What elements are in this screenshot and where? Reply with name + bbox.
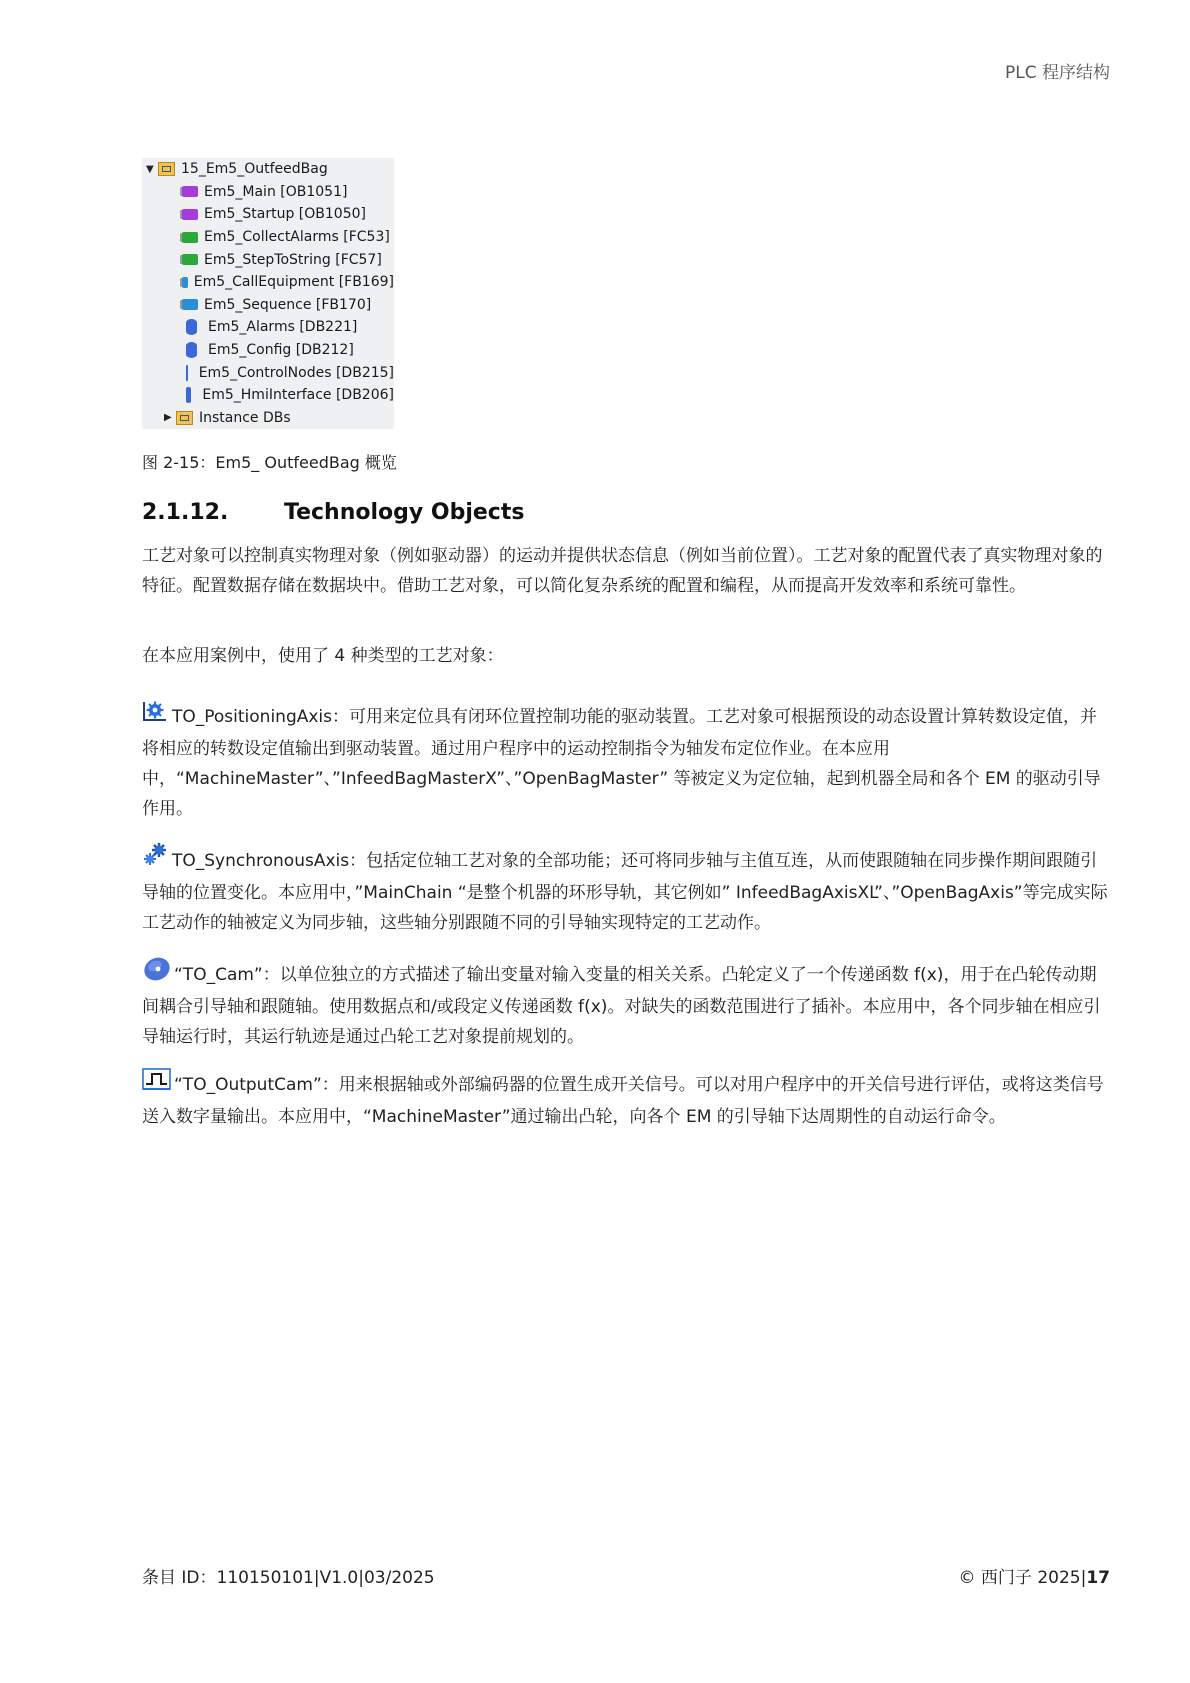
data-block-icon — [186, 319, 197, 335]
footer-entry-id: 条目 ID：110150101|V1.0|03/2025 — [142, 1568, 435, 1588]
page-number: 17 — [1086, 1568, 1110, 1588]
positioning-axis-paragraph — [142, 700, 1108, 824]
data-block-icon — [186, 365, 188, 381]
synchronous-axis-paragraph — [142, 842, 1108, 938]
synchronous-axis-icon — [142, 842, 170, 878]
output-cam-paragraph — [142, 1068, 1108, 1132]
tree-item[interactable] — [142, 271, 394, 294]
project-tree — [142, 158, 394, 429]
folder-icon — [158, 162, 175, 176]
tree-item[interactable] — [142, 384, 394, 407]
tree-item-label: Em5_Main [OB1051] — [204, 183, 348, 200]
tree-item-label: Em5_StepToString [FC57] — [204, 251, 382, 268]
fc-block-icon — [182, 254, 198, 265]
tree-item-label: Em5_CallEquipment [FB169] — [193, 274, 394, 291]
expanded-arrow-icon[interactable]: ▼ — [146, 163, 154, 175]
tree-subfolder[interactable] — [142, 407, 394, 430]
figure-caption: 图 2-15：Em5_ OutfeedBag 概览 — [142, 453, 397, 472]
ob-block-icon — [182, 209, 198, 220]
footer-copyright — [959, 1563, 1110, 1588]
tree-item-label: Em5_ControlNodes [DB215] — [198, 364, 394, 381]
tree-item-label: Em5_CollectAlarms [FC53] — [204, 229, 390, 246]
tree-root-label: 15_Em5_OutfeedBag — [181, 161, 328, 178]
positioning-axis-text: TO_PositioningAxis：可用来定位具有闭环位置控制功能的驱动装置。工艺对象可根据预设的动态设置计算转数设定值，并将相应的转数设定值输出到驱动装置。通过用户程序中的运动控制指令为轴发布定位作业。在本应用中，“MachineMaster”、”InfeedBagMasterX”、”OpenBagMaster” 等被定义为定位轴，起到机器全局和各个 EM 的驱动引导作用。 — [142, 707, 1101, 819]
fb-block-icon — [182, 299, 198, 310]
cam-text: “TO_Cam”：以单位独立的方式描述了输出变量对输入变量的相关关系。凸轮定义了一个传递函数 f(x)，用于在凸轮传动期间耦合引导轴和跟随轴。使用数据点和/或段定义传递函数 f(x)。对缺失的函数范围进行了插补。本应用中，各个同步轴在相应引导轴运行时，其运行轨迹是通过凸轮工艺对象提前规划的。 — [142, 965, 1101, 1047]
tree-item[interactable] — [142, 294, 394, 317]
tree-item[interactable] — [142, 181, 394, 204]
tree-root[interactable] — [142, 158, 394, 181]
folder-icon — [176, 411, 193, 425]
tree-item[interactable] — [142, 316, 394, 339]
output-cam-text: “TO_OutputCam”：用来根据轴或外部编码器的位置生成开关信号。可以对用户程序中的开关信号进行评估，或将这类信号送入数字量输出。本应用中，“MachineMaster”通过输出凸轮，向各个 EM 的引导轴下达周期性的自动运行命令。 — [142, 1075, 1104, 1127]
tree-item[interactable] — [142, 361, 394, 384]
fc-block-icon — [182, 232, 198, 243]
data-block-icon — [186, 387, 191, 403]
cam-paragraph — [142, 956, 1108, 1052]
page-header: PLC 程序结构 — [1005, 63, 1110, 83]
tree-item-label: Em5_HmiInterface [DB206] — [202, 387, 394, 404]
section-title: Technology Objects — [284, 500, 525, 525]
tree-item[interactable] — [142, 339, 394, 362]
footer-copyright-text: © 西门子 2025| — [958, 1568, 1087, 1588]
ob-block-icon — [182, 186, 198, 197]
types-paragraph: 在本应用案例中，使用了 4 种类型的工艺对象： — [142, 646, 504, 666]
section-heading — [142, 500, 524, 525]
intro-paragraph: 工艺对象可以控制真实物理对象（例如驱动器）的运动并提供状态信息（例如当前位置）。工艺对象的配置代表了真实物理对象的特征。配置数据存储在数据块中。借助工艺对象，可以简化复杂系统的配置和编程，从而提高开发效率和系统可靠性。 — [142, 546, 1103, 596]
collapsed-arrow-icon[interactable]: ▶ — [164, 412, 172, 424]
output-cam-icon — [142, 1068, 172, 1102]
fb-block-icon — [182, 277, 188, 288]
tree-item-label: Em5_Config [DB212] — [208, 342, 354, 359]
tree-item[interactable] — [142, 248, 394, 271]
tree-item-label: Em5_Alarms [DB221] — [208, 319, 358, 336]
tree-item[interactable] — [142, 203, 394, 226]
cam-icon — [142, 956, 172, 992]
positioning-axis-icon — [142, 700, 170, 734]
tree-item-label: Em5_Sequence [FB170] — [204, 296, 372, 313]
tree-item-label: Em5_Startup [OB1050] — [204, 206, 366, 223]
data-block-icon — [186, 342, 197, 358]
tree-subfolder-label: Instance DBs — [199, 409, 291, 426]
synchronous-axis-text: TO_SynchronousAxis：包括定位轴工艺对象的全部功能；还可将同步轴与主值互连，从而使跟随轴在同步操作期间跟随引导轴的位置变化。本应用中，”MainChain “是整个机器的环形导轨，其它例如” InfeedBagAxisXL”、”OpenBagAxis”等完成实际工艺动作的轴被定义为同步轴，这些轴分别跟随不同的引导轴实现特定的工艺动作。 — [142, 851, 1108, 933]
section-number: 2.1.12. — [142, 500, 229, 525]
tree-item[interactable] — [142, 226, 394, 249]
